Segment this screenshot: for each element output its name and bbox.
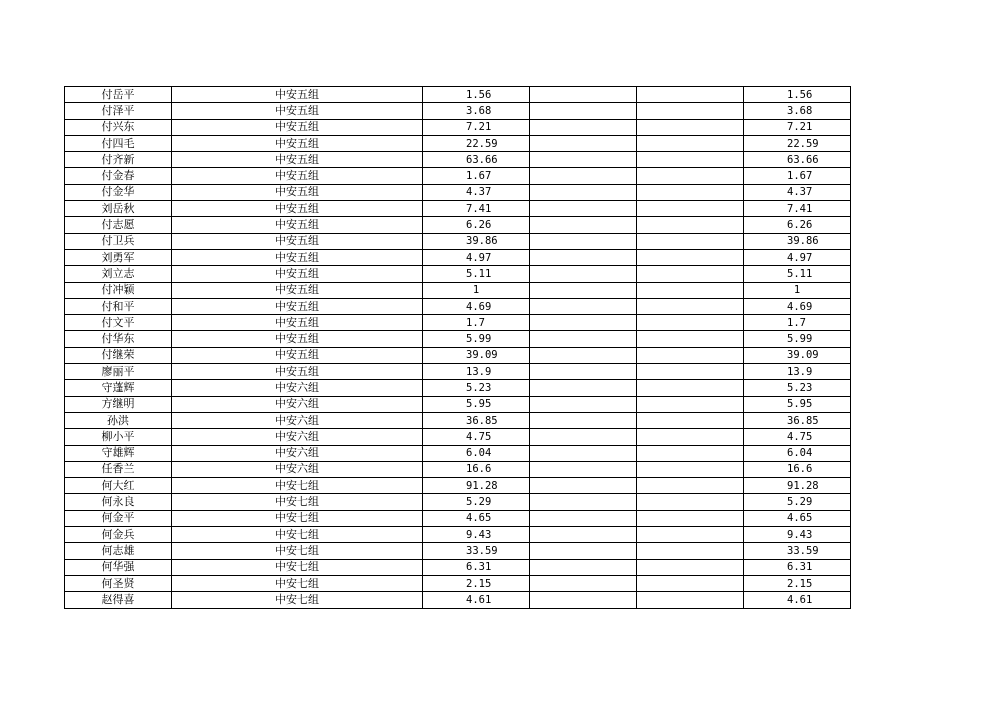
empty-cell[interactable]: [637, 461, 744, 477]
group-cell[interactable]: 中安五组: [172, 87, 423, 103]
group-cell[interactable]: 中安五组: [172, 282, 423, 298]
empty-cell[interactable]: [637, 184, 744, 200]
empty-cell[interactable]: [530, 298, 637, 314]
empty-cell[interactable]: [637, 510, 744, 526]
group-cell[interactable]: 中安五组: [172, 168, 423, 184]
table-row: [65, 527, 851, 543]
group-cell[interactable]: 中安五组: [172, 233, 423, 249]
empty-cell[interactable]: [530, 266, 637, 282]
total-cell[interactable]: 4.97: [744, 249, 851, 265]
name-cell[interactable]: 何志雄: [65, 543, 172, 559]
area-cell[interactable]: 3.68: [423, 103, 530, 119]
name-cell[interactable]: 付兴东: [65, 119, 172, 135]
group-cell[interactable]: 中安五组: [172, 119, 423, 135]
total-cell[interactable]: 4.37: [744, 184, 851, 200]
area-cell[interactable]: 1.7: [423, 315, 530, 331]
empty-cell[interactable]: [530, 380, 637, 396]
empty-cell[interactable]: [637, 201, 744, 217]
empty-cell[interactable]: [530, 412, 637, 428]
empty-cell[interactable]: [637, 266, 744, 282]
area-cell[interactable]: 9.43: [423, 527, 530, 543]
group-cell[interactable]: 中安七组: [172, 575, 423, 591]
total-cell[interactable]: 5.29: [744, 494, 851, 510]
empty-cell[interactable]: [530, 478, 637, 494]
empty-cell[interactable]: [530, 543, 637, 559]
name-cell[interactable]: 孙洪: [65, 412, 172, 428]
group-cell[interactable]: 中安五组: [172, 298, 423, 314]
empty-cell[interactable]: [530, 315, 637, 331]
total-cell[interactable]: 9.43: [744, 527, 851, 543]
table-row: [65, 494, 851, 510]
empty-cell[interactable]: [530, 445, 637, 461]
group-cell[interactable]: 中安六组: [172, 412, 423, 428]
table-row: [65, 249, 851, 265]
total-cell[interactable]: 16.6: [744, 461, 851, 477]
name-cell[interactable]: 刘岳秋: [65, 201, 172, 217]
area-cell[interactable]: 36.85: [423, 412, 530, 428]
total-cell[interactable]: 7.21: [744, 119, 851, 135]
name-cell[interactable]: 付岳平: [65, 87, 172, 103]
table-row: [65, 266, 851, 282]
group-cell[interactable]: 中安五组: [172, 315, 423, 331]
empty-cell[interactable]: [530, 494, 637, 510]
total-cell[interactable]: 2.15: [744, 575, 851, 591]
area-cell[interactable]: 4.61: [423, 592, 530, 608]
area-cell[interactable]: 5.23: [423, 380, 530, 396]
empty-cell[interactable]: [637, 478, 744, 494]
empty-cell[interactable]: [637, 445, 744, 461]
group-cell[interactable]: 中安五组: [172, 266, 423, 282]
area-cell[interactable]: 4.97: [423, 249, 530, 265]
empty-cell[interactable]: [637, 168, 744, 184]
empty-cell[interactable]: [530, 168, 637, 184]
name-cell[interactable]: 付冲颖: [65, 282, 172, 298]
table-row: [65, 478, 851, 494]
area-cell[interactable]: 16.6: [423, 461, 530, 477]
table-row: [65, 575, 851, 591]
name-cell[interactable]: 付文平: [65, 315, 172, 331]
area-cell[interactable]: 5.95: [423, 396, 530, 412]
empty-cell[interactable]: [637, 233, 744, 249]
empty-cell[interactable]: [637, 575, 744, 591]
area-cell[interactable]: 1: [423, 282, 530, 298]
name-cell[interactable]: 任香兰: [65, 461, 172, 477]
name-cell[interactable]: 付志愿: [65, 217, 172, 233]
area-cell[interactable]: 7.21: [423, 119, 530, 135]
name-cell[interactable]: 付齐新: [65, 152, 172, 168]
total-cell[interactable]: 1.67: [744, 168, 851, 184]
empty-cell[interactable]: [530, 510, 637, 526]
total-cell[interactable]: 6.31: [744, 559, 851, 575]
empty-cell[interactable]: [530, 233, 637, 249]
name-cell[interactable]: 付继荣: [65, 347, 172, 363]
group-cell[interactable]: 中安五组: [172, 217, 423, 233]
total-cell[interactable]: 13.9: [744, 364, 851, 380]
empty-cell[interactable]: [637, 152, 744, 168]
table-row: [65, 315, 851, 331]
table-row: [65, 119, 851, 135]
table-row: [65, 152, 851, 168]
area-cell[interactable]: 6.31: [423, 559, 530, 575]
group-cell[interactable]: 中安七组: [172, 559, 423, 575]
group-cell[interactable]: 中安五组: [172, 201, 423, 217]
empty-cell[interactable]: [530, 592, 637, 608]
group-cell[interactable]: 中安五组: [172, 364, 423, 380]
group-cell[interactable]: 中安六组: [172, 429, 423, 445]
empty-cell[interactable]: [637, 135, 744, 151]
table-row: [65, 364, 851, 380]
group-cell[interactable]: 中安七组: [172, 510, 423, 526]
empty-cell[interactable]: [637, 347, 744, 363]
name-cell[interactable]: 刘立志: [65, 266, 172, 282]
empty-cell[interactable]: [530, 527, 637, 543]
name-cell[interactable]: 何大红: [65, 478, 172, 494]
group-cell[interactable]: 中安七组: [172, 478, 423, 494]
empty-cell[interactable]: [637, 396, 744, 412]
empty-cell[interactable]: [637, 87, 744, 103]
area-cell[interactable]: 4.69: [423, 298, 530, 314]
area-cell[interactable]: 6.26: [423, 217, 530, 233]
total-cell[interactable]: 22.59: [744, 135, 851, 151]
empty-cell[interactable]: [637, 282, 744, 298]
group-cell[interactable]: 中安六组: [172, 461, 423, 477]
group-cell[interactable]: 中安七组: [172, 494, 423, 510]
area-cell[interactable]: 33.59: [423, 543, 530, 559]
name-cell[interactable]: 柳小平: [65, 429, 172, 445]
empty-cell[interactable]: [530, 347, 637, 363]
area-cell[interactable]: 1.56: [423, 87, 530, 103]
empty-cell[interactable]: [637, 429, 744, 445]
name-cell[interactable]: 付金春: [65, 168, 172, 184]
empty-cell[interactable]: [530, 152, 637, 168]
table-row: [65, 412, 851, 428]
group-cell[interactable]: 中安六组: [172, 396, 423, 412]
area-cell[interactable]: 5.99: [423, 331, 530, 347]
area-cell[interactable]: 4.37: [423, 184, 530, 200]
table-row: [65, 429, 851, 445]
table-row: [65, 592, 851, 608]
empty-cell[interactable]: [637, 298, 744, 314]
empty-cell[interactable]: [637, 592, 744, 608]
empty-cell[interactable]: [637, 119, 744, 135]
empty-cell[interactable]: [637, 412, 744, 428]
empty-cell[interactable]: [530, 184, 637, 200]
total-cell[interactable]: 6.04: [744, 445, 851, 461]
empty-cell[interactable]: [530, 201, 637, 217]
total-cell[interactable]: 4.61: [744, 592, 851, 608]
group-cell[interactable]: 中安六组: [172, 380, 423, 396]
total-cell[interactable]: 63.66: [744, 152, 851, 168]
total-cell[interactable]: 6.26: [744, 217, 851, 233]
table-row: [65, 201, 851, 217]
total-cell[interactable]: 1.7: [744, 315, 851, 331]
total-cell[interactable]: 3.68: [744, 103, 851, 119]
area-cell[interactable]: 39.86: [423, 233, 530, 249]
empty-cell[interactable]: [637, 315, 744, 331]
table-row: [65, 217, 851, 233]
name-cell[interactable]: 付泽平: [65, 103, 172, 119]
empty-cell[interactable]: [530, 575, 637, 591]
name-cell[interactable]: 何永良: [65, 494, 172, 510]
total-cell[interactable]: 4.65: [744, 510, 851, 526]
name-cell[interactable]: 刘勇军: [65, 249, 172, 265]
area-cell[interactable]: 5.11: [423, 266, 530, 282]
area-cell[interactable]: 1.67: [423, 168, 530, 184]
empty-cell[interactable]: [637, 494, 744, 510]
empty-cell[interactable]: [530, 461, 637, 477]
empty-cell[interactable]: [530, 396, 637, 412]
group-cell[interactable]: 中安六组: [172, 445, 423, 461]
empty-cell[interactable]: [530, 282, 637, 298]
table-row: [65, 347, 851, 363]
group-cell[interactable]: 中安五组: [172, 184, 423, 200]
area-cell[interactable]: 22.59: [423, 135, 530, 151]
table-row: [65, 543, 851, 559]
name-cell[interactable]: 廖丽平: [65, 364, 172, 380]
empty-cell[interactable]: [637, 380, 744, 396]
table-row: [65, 298, 851, 314]
area-cell[interactable]: 91.28: [423, 478, 530, 494]
empty-cell[interactable]: [637, 217, 744, 233]
data-table: [64, 86, 851, 609]
empty-cell[interactable]: [530, 103, 637, 119]
total-cell[interactable]: 4.75: [744, 429, 851, 445]
group-cell[interactable]: 中安七组: [172, 592, 423, 608]
empty-cell[interactable]: [530, 331, 637, 347]
table-row: [65, 396, 851, 412]
group-cell[interactable]: 中安五组: [172, 135, 423, 151]
total-cell[interactable]: 5.11: [744, 266, 851, 282]
empty-cell[interactable]: [637, 527, 744, 543]
group-cell[interactable]: 中安五组: [172, 103, 423, 119]
table-row: [65, 331, 851, 347]
group-cell[interactable]: 中安七组: [172, 543, 423, 559]
empty-cell[interactable]: [530, 119, 637, 135]
total-cell[interactable]: 5.23: [744, 380, 851, 396]
empty-cell[interactable]: [637, 249, 744, 265]
total-cell[interactable]: 36.85: [744, 412, 851, 428]
empty-cell[interactable]: [637, 103, 744, 119]
area-cell[interactable]: 2.15: [423, 575, 530, 591]
empty-cell[interactable]: [530, 559, 637, 575]
group-cell[interactable]: 中安五组: [172, 249, 423, 265]
table-row: [65, 380, 851, 396]
total-cell[interactable]: 5.95: [744, 396, 851, 412]
name-cell[interactable]: 守雄辉: [65, 445, 172, 461]
name-cell[interactable]: 付和平: [65, 298, 172, 314]
name-cell[interactable]: 付金华: [65, 184, 172, 200]
total-cell[interactable]: 4.69: [744, 298, 851, 314]
empty-cell[interactable]: [530, 217, 637, 233]
table-row: [65, 103, 851, 119]
table-row: [65, 184, 851, 200]
total-cell[interactable]: 1: [744, 282, 851, 298]
table-row: [65, 87, 851, 103]
area-cell[interactable]: 7.41: [423, 201, 530, 217]
total-cell[interactable]: 91.28: [744, 478, 851, 494]
area-cell[interactable]: 5.29: [423, 494, 530, 510]
table-row: [65, 135, 851, 151]
empty-cell[interactable]: [530, 429, 637, 445]
group-cell[interactable]: 中安五组: [172, 347, 423, 363]
empty-cell[interactable]: [530, 87, 637, 103]
group-cell[interactable]: 中安五组: [172, 152, 423, 168]
table-row: [65, 233, 851, 249]
total-cell[interactable]: 33.59: [744, 543, 851, 559]
total-cell[interactable]: 39.09: [744, 347, 851, 363]
table-row: [65, 559, 851, 575]
name-cell[interactable]: 何金平: [65, 510, 172, 526]
name-cell[interactable]: 付卫兵: [65, 233, 172, 249]
empty-cell[interactable]: [637, 331, 744, 347]
table-row: [65, 445, 851, 461]
empty-cell[interactable]: [637, 559, 744, 575]
empty-cell[interactable]: [637, 543, 744, 559]
area-cell[interactable]: 13.9: [423, 364, 530, 380]
name-cell[interactable]: 赵得喜: [65, 592, 172, 608]
area-cell[interactable]: 39.09: [423, 347, 530, 363]
name-cell[interactable]: 付四毛: [65, 135, 172, 151]
group-cell[interactable]: 中安五组: [172, 331, 423, 347]
area-cell[interactable]: 6.04: [423, 445, 530, 461]
name-cell[interactable]: 守蓬辉: [65, 380, 172, 396]
area-cell[interactable]: 63.66: [423, 152, 530, 168]
table-row: [65, 168, 851, 184]
name-cell[interactable]: 何金兵: [65, 527, 172, 543]
empty-cell[interactable]: [530, 364, 637, 380]
table-row: [65, 510, 851, 526]
empty-cell[interactable]: [637, 364, 744, 380]
total-cell[interactable]: 5.99: [744, 331, 851, 347]
total-cell[interactable]: 39.86: [744, 233, 851, 249]
table-row: [65, 282, 851, 298]
table-body: [65, 87, 851, 609]
group-cell[interactable]: 中安七组: [172, 527, 423, 543]
area-cell[interactable]: 4.75: [423, 429, 530, 445]
name-cell[interactable]: 方继明: [65, 396, 172, 412]
name-cell[interactable]: 何圣贤: [65, 575, 172, 591]
name-cell[interactable]: 何华强: [65, 559, 172, 575]
total-cell[interactable]: 7.41: [744, 201, 851, 217]
table-row: [65, 461, 851, 477]
area-cell[interactable]: 4.65: [423, 510, 530, 526]
total-cell[interactable]: 1.56: [744, 87, 851, 103]
name-cell[interactable]: 付华东: [65, 331, 172, 347]
empty-cell[interactable]: [530, 135, 637, 151]
empty-cell[interactable]: [530, 249, 637, 265]
